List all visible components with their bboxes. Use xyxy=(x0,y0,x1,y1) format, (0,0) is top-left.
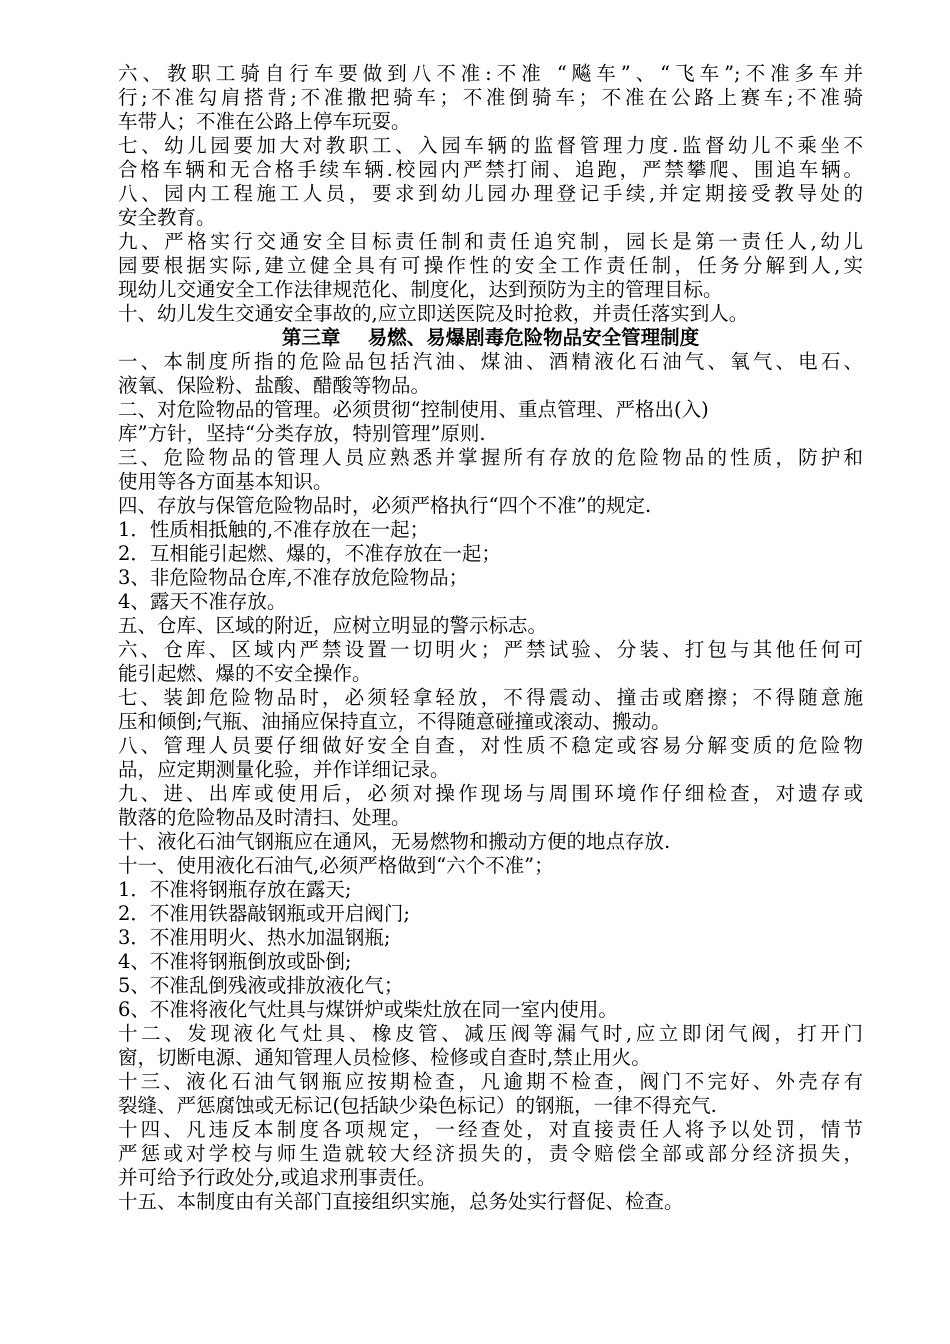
text-line: 一、本制度所指的危险品包括汽油、煤油、酒精液化石油气、氧气、电石、 xyxy=(118,350,863,373)
text-line: 九、严格实行交通安全目标责任制和责任追究制，园长是第一责任人,幼儿 xyxy=(118,230,863,253)
text-line: 压和倾倒;气瓶、油捅应保持直立，不得随意碰撞或滚动、搬动。 xyxy=(118,710,671,733)
text-line: 1．不准将钢瓶存放在露天; xyxy=(118,878,352,901)
text-line: 十四、凡违反本制度各项规定，一经查处，对直接责任人将予以处罚，情节 xyxy=(118,1118,863,1141)
text-line: 库”方针，坚持“分类存放，特别管理”原则. xyxy=(118,422,486,445)
text-line: 2．不准用铁器敲钢瓶或开启阀门; xyxy=(118,902,410,925)
text-line: 行;不准勾肩搭背;不准撒把骑车；不准倒骑车；不准在公路上赛车;不准骑 xyxy=(118,86,863,109)
text-line: 六、仓库、区域内严禁设置一切明火；严禁试验、分装、打包与其他任何可 xyxy=(118,638,863,661)
text-line: 十、液化石油气钢瓶应在通风，无易燃物和搬动方便的地点存放. xyxy=(118,830,671,853)
text-line: 八、管理人员要仔细做好安全自查，对性质不稳定或容易分解变质的危险物 xyxy=(118,734,863,757)
text-line: 六、教职工骑自行车要做到八不准:不准 “飚车”、“飞车”;不准多车并 xyxy=(118,62,863,85)
text-line: 5、不准乱倒残液或排放液化气； xyxy=(118,974,404,997)
text-line: 九、进、出库或使用后，必须对操作现场与周围环境作仔细检查，对遗存或 xyxy=(118,782,863,805)
text-line: 品，应定期测量化验，并作详细记录。 xyxy=(118,758,450,781)
text-line: 2．互相能引起燃、爆的，不准存放在一起； xyxy=(118,542,501,565)
text-line: 6、不准将液化气灶具与煤饼炉或柴灶放在同一室内使用。 xyxy=(118,998,618,1021)
text-line: 窗，切断电源、通知管理人员检修、检修或自查时,禁止用火。 xyxy=(118,1046,651,1069)
text-line: 并可给予行政处分,或追求刑事责任。 xyxy=(118,1166,437,1189)
text-line: 十五、本制度由有关部门直接组织实施，总务处实行督促、检查。 xyxy=(118,1190,684,1213)
text-line: 七、幼儿园要加大对教职工、入园车辆的监督管理力度.监督幼儿不乘坐不 xyxy=(118,134,863,157)
text-line: 合格车辆和无合格手续车辆.校园内严禁打闹、追跑，严禁攀爬、围追车辆。 xyxy=(118,158,863,181)
text-line: 严惩或对学校与师生造就较大经济损失的，责令赔偿全部或部分经济损失， xyxy=(118,1142,863,1165)
text-line: 4、露天不准存放。 xyxy=(118,590,287,613)
text-line: 液氧、保险粉、盐酸、醋酸等物品。 xyxy=(118,374,431,397)
text-line: 裂缝、严惩腐蚀或无标记(包括缺少染色标记）的钢瓶，一律不得充气. xyxy=(118,1094,717,1117)
text-line: 3、非危险物品仓库,不准存放危险物品； xyxy=(118,566,469,589)
text-line: 4、不准将钢瓶倒放或卧倒; xyxy=(118,950,352,973)
text-line: 安全教育。 xyxy=(118,206,216,229)
text-line: 七、装卸危险物品时，必须轻拿轻放，不得震动、撞击或磨擦；不得随意施 xyxy=(118,686,863,709)
text-line: 十二、发现液化气灶具、橡皮管、减压阀等漏气时,应立即闭气阀，打开门 xyxy=(118,1022,863,1045)
text-line: 车带人；不准在公路上停车玩耍。 xyxy=(118,110,411,133)
text-line: 3．不准用明火、热水加温钢瓶; xyxy=(118,926,391,949)
text-line: 二、对危险物品的管理。必须贯彻“控制使用、重点管理、严格出(入) xyxy=(118,398,709,421)
text-line: 1．性质相抵触的,不准存放在一起； xyxy=(118,518,430,541)
text-line: 三、危险物品的管理人员应熟悉并掌握所有存放的危险物品的性质，防护和 xyxy=(118,446,863,469)
text-line: 十一、使用液化石油气,必须严格做到“六个不准”； xyxy=(118,854,554,877)
text-line: 散落的危险物品及时清扫、处理。 xyxy=(118,806,411,829)
text-line: 十三、液化石油气钢瓶应按期检查，凡逾期不检查，阀门不完好、外壳存有 xyxy=(118,1070,863,1093)
text-line: 能引起燃、爆的不安全操作。 xyxy=(118,662,372,685)
text-line: 五、仓库、区域的附近，应树立明显的警示标志。 xyxy=(118,614,548,637)
text-line: 使用等各方面基本知识。 xyxy=(118,470,333,493)
text-line: 八、园内工程施工人员，要求到幼儿园办理登记手续,并定期接受教导处的 xyxy=(118,182,863,205)
text-line: 四、存放与保管危险物品时，必须严格执行“四个不准”的规定. xyxy=(118,494,652,517)
text-line: 现幼儿交通安全工作法律规范化、制度化，达到预防为主的管理目标。 xyxy=(118,278,723,301)
chapter-heading: 第三章 易燃、易爆剧毒危险物品安全管理制度 xyxy=(281,326,700,349)
text-line: 十、幼儿发生交通安全事故的,应立即送医院及时抢救，并责任落实到人。 xyxy=(118,302,749,325)
document-page xyxy=(118,62,863,1214)
text-line: 园要根据实际,建立健全具有可操作性的安全工作责任制，任务分解到人,实 xyxy=(118,254,863,277)
